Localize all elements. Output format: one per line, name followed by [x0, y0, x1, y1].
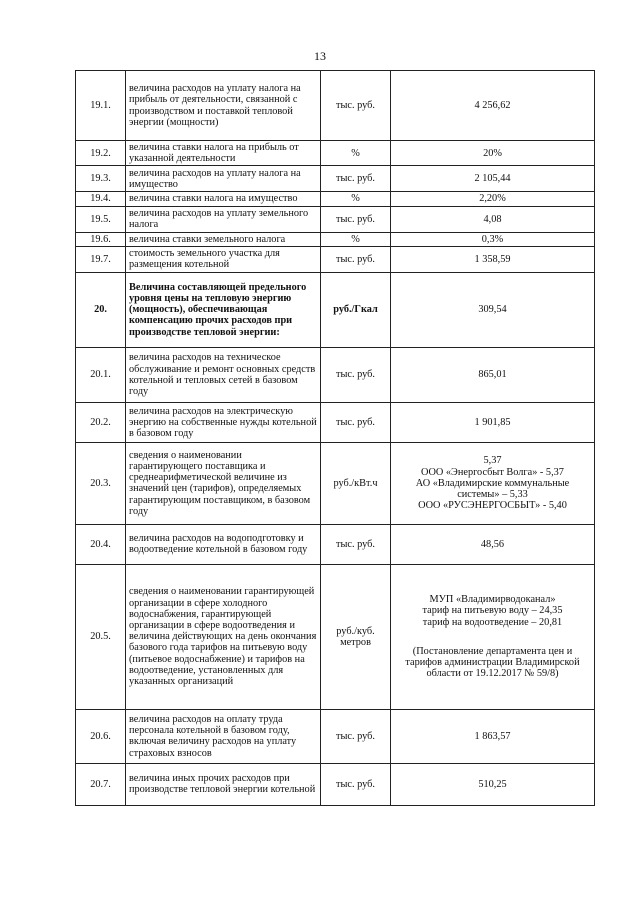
table-row [76, 709, 595, 763]
value-line: тариф на водоотведение – 20,81 [422, 616, 563, 628]
row-unit: тыс. руб. [321, 166, 391, 192]
row-description: величина расходов на техническое обслуживание и ремонт основных средств котельной и тепловых сетей в базовом году [126, 347, 321, 402]
row-description: сведения о наименовании гарантирующей организации в сфере холодного водоснабжения, гарантирующей организации в сфере водоотведения и величина действующих на день окончания базового года тарифов на питьевую воду (питьевое водоснабжение) и тарифов на водоотведение, установленных для указанных организаций [126, 564, 321, 709]
row-description: величина расходов на водоподготовку и водоотведение котельной в базовом году [126, 524, 321, 564]
row-unit: тыс. руб. [321, 709, 391, 763]
row-description: величина расходов на оплату труда персонала котельной в базовом году, включая величину расходов на уплату страховых взносов [126, 709, 321, 763]
row-value: 1 901,85 [391, 402, 595, 442]
table-row [76, 347, 595, 402]
row-number: 19.4. [76, 192, 126, 206]
row-unit: % [321, 141, 391, 166]
table-row [76, 524, 595, 564]
tariff-table [75, 70, 595, 806]
row-number: 20.7. [76, 763, 126, 805]
row-description: сведения о наименовании гарантирующего поставщика и среднеарифметической величине из значений цен (тарифов), определяемых гарантирующим поставщиком, в базовом году [126, 442, 321, 524]
row-description: величина расходов на электрическую энергию на собственные нужды котельной в базовом году [126, 402, 321, 442]
value-note: (Постановление департамента цен и тарифов администрации Владимирской области от 19.12.2017 № 59/8) [405, 645, 580, 680]
row-number: 19.7. [76, 246, 126, 272]
value-line: тариф на питьевую воду – 24,35 [422, 605, 563, 617]
row-value: 4,08 [391, 206, 595, 232]
row-value-multiline [391, 442, 595, 524]
row-value: 48,56 [391, 524, 595, 564]
page-number: 13 [314, 49, 326, 63]
row-value: 2,20% [391, 192, 595, 206]
row-value: 865,01 [391, 347, 595, 402]
row-description: величина ставки налога на прибыль от указанной деятельности [126, 141, 321, 166]
row-value: 20% [391, 141, 595, 166]
row-description: стоимость земельного участка для размещения котельной [126, 246, 321, 272]
row-value: 309,54 [391, 272, 595, 347]
row-description: величина иных прочих расходов при производстве тепловой энергии котельной [126, 763, 321, 805]
row-unit: руб./Гкал [321, 272, 391, 347]
row-number: 20.5. [76, 564, 126, 709]
row-unit: тыс. руб. [321, 402, 391, 442]
row-number: 19.3. [76, 166, 126, 192]
row-description: Величина составляющей предельного уровня цены на тепловую энергию (мощность), обеспечивающая компенсацию прочих расходов при производстве тепловой энергии: [126, 272, 321, 347]
row-number: 20.4. [76, 524, 126, 564]
table-row [76, 206, 595, 232]
row-unit: руб./куб. метров [321, 564, 391, 709]
table-row [76, 442, 595, 524]
row-unit: тыс. руб. [321, 763, 391, 805]
table-row [76, 192, 595, 206]
row-number: 19.5. [76, 206, 126, 232]
table-row [76, 232, 595, 246]
row-number: 19.6. [76, 232, 126, 246]
row-number: 20. [76, 272, 126, 347]
row-unit: тыс. руб. [321, 206, 391, 232]
value-line: АО «Владимирские коммунальные системы» – 5,33 [415, 477, 570, 500]
row-number: 20.1. [76, 347, 126, 402]
row-value: 510,25 [391, 763, 595, 805]
row-value: 0,3% [391, 232, 595, 246]
value-line: ООО «РУСЭНЕРГОСБЫТ» - 5,40 [418, 500, 567, 512]
table-row [76, 141, 595, 166]
row-description: величина ставки земельного налога [126, 232, 321, 246]
row-value: 1 863,57 [391, 709, 595, 763]
row-value-multiline [391, 564, 595, 709]
value-line: МУП «Владимирводоканал» [429, 594, 556, 606]
row-unit: % [321, 232, 391, 246]
spacer [394, 628, 591, 646]
row-unit: тыс. руб. [321, 524, 391, 564]
row-number: 20.2. [76, 402, 126, 442]
row-unit: тыс. руб. [321, 246, 391, 272]
row-value: 2 105,44 [391, 166, 595, 192]
table-row [76, 166, 595, 192]
row-value: 4 256,62 [391, 71, 595, 141]
row-description: величина расходов на уплату налога на прибыль от деятельности, связанной с производством и поставкой тепловой энергии (мощности) [126, 71, 321, 141]
row-unit: руб./кВт.ч [321, 442, 391, 524]
row-number: 19.2. [76, 141, 126, 166]
row-description: величина расходов на уплату земельного налога [126, 206, 321, 232]
value-line: ООО «Энергосбыт Волга» - 5,37 [421, 466, 564, 478]
row-description: величина расходов на уплату налога на имущество [126, 166, 321, 192]
row-number: 19.1. [76, 71, 126, 141]
table-row [76, 564, 595, 709]
row-number: 20.3. [76, 442, 126, 524]
row-unit: тыс. руб. [321, 347, 391, 402]
table-row [76, 246, 595, 272]
row-description: величина ставки налога на имущество [126, 192, 321, 206]
value-line: 5,37 [483, 455, 502, 467]
table-row-section [76, 272, 595, 347]
table-row [76, 402, 595, 442]
row-unit: тыс. руб. [321, 71, 391, 141]
row-value: 1 358,59 [391, 246, 595, 272]
table-row [76, 763, 595, 805]
row-number: 20.6. [76, 709, 126, 763]
table-row [76, 71, 595, 141]
row-unit: % [321, 192, 391, 206]
